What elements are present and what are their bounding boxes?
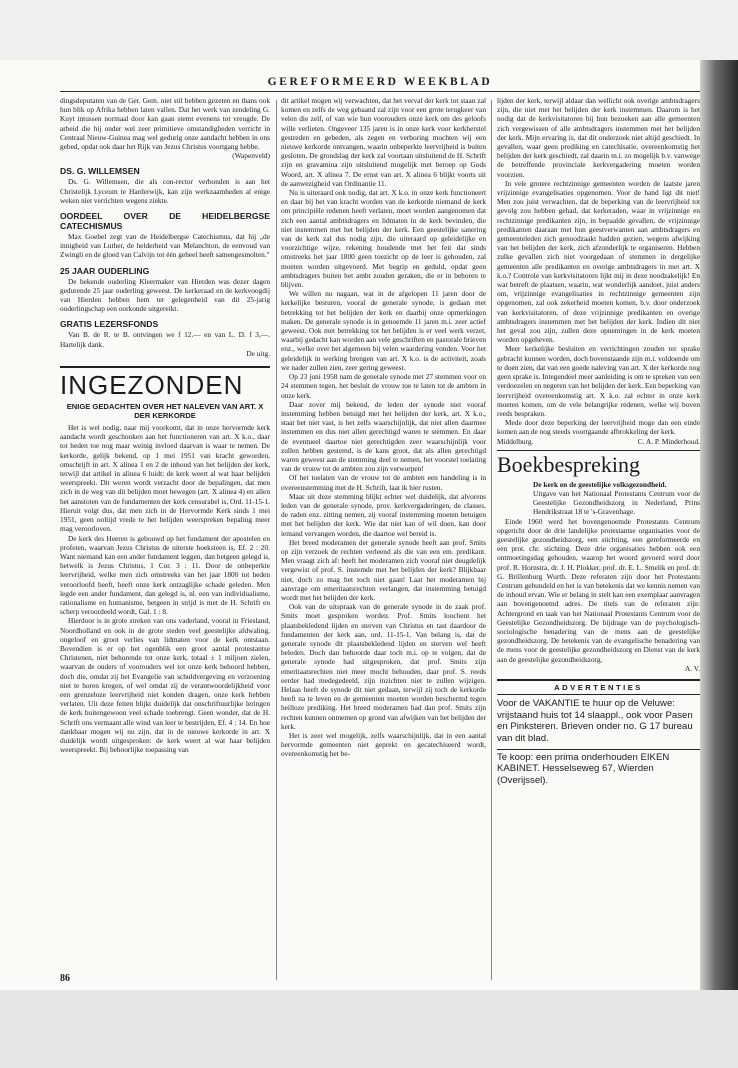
page-number: 86 xyxy=(60,973,70,984)
ingezonden-subheading: ENIGE GEDACHTEN OVER HET NALEVEN VAN ART. X DER KERKORDE xyxy=(66,402,264,421)
article-paragraph: Nu is uiteraard ook nodig, dat art. X k.o. in onze kerk functioneert en daar bij het van kracht worden van de kerkorde niemand de kerk om principiële redenen heeft verlaten, moet worden aangenomen dat zich een aantal ambtsdragers en lidmaten in de kerk bevinden, die niet instemmen met het belijden der kerk. Een geestelijke sanering van de kerk zal dus nodig zijn, die uiteraard op geleidelijke en voorzichtige wijze, rekening houdende met het feit dat sinds omstreeks het jaar 1800 geen toezicht op de leer is gehouden, zal moeten worden uitgevoerd. Met begrip en geduld, opdat geen ambtsdragers buiten het ambt zouden geraken, die er in behoren te blijven. xyxy=(281,188,486,290)
signature-place: Middelburg. xyxy=(497,436,534,446)
article-paragraph: Daar zover mij bekend, de leden der synode niet vooraf instemming hebben betuigd met het belijden der kerk, art. X k.o., staat het niet vast, is het zelfs waarschijnlijk, dat niet allen daarmee instemmen en dus niet allen gerechtigd waren te stemmen. En daar de eventueel daartoe niet gerechtigden zeer waarschijnlijk voor zullen hebben gestemd, is de kans groot, dat als allen gerechtigd waren geweest aan de stemming deel te nemen, het voorstel toelating van de vrouw tot de ambten zou zijn verworpen! xyxy=(281,399,486,474)
boekbespreking-title: Boekbespreking xyxy=(497,450,700,477)
ouderling-text: De bekende ouderling Kleermaker van Hierden was dezer dagen gedurende 25 jaar ouderling geweest. De kerkeraad en de kerkvoogdij van Hierden hebben hem ter gelegenheid van dit 25-jarig ouderlingschap een oorkonde uitgereikt. xyxy=(60,276,270,314)
article-paragraph: In vele grotere rechtzinnige gemeenten worden de laatste jaren vrijzinnige evangelisaties opgenomen. Voor de hand ligt dit niet! Men zou juist verwachten, dat de beperking van de leervrijheid tot gevolg zou hebben gehad, dat kerkeraden, waar in vrijzinnige en rechtzinnige predikanten zijn, in bepaalde gevallen, de vrijzinnige predikanten daaraan met hun geestverwanten aan ambtsdragers en gemeenteleden zich genoodzaakt hadden gezien, wegens afwijking van het belijden der kerk, zich afzonderlijk te organiseren. Hebben zulke gevallen zich niet voorgedaan of stemmen in dergelijke gemeenten alle predikanten en overige ambtsdragers in met art. X k.o.? Controle van kerkvisitatoren lijkt mij in deze noodzakelijk! En wat betreft de plaatsen, waarin, wat wonderlijk aandoet, juist anders om, vrijzinnige evangelisaties in rechtzinnige gemeenten zijn opgenomen, zal ook zekerheid moeten komen, b.v. door onderzoek van kerkvisitatoren, of deze vrijzinnige predikanten en overige ambtsdragers instemmen met het belijden der kerk. Indien dit niet het geval zou zijn, zullen deze opnemingen in de kerk moeten worden opgeheven. xyxy=(497,178,700,345)
article-paragraph: Ook van de uitspraak van de generale synode in de zaak prof. Smits moet gesproken worden. Prof. Smits loochent het plaatsbekledend lijden en sterven van Christus en tast daardoor de fundamenten der kerk aan, ord. 11-15-1. Van belang is, dat de generale synode dit plaatsbekledend lijden en sterven wel heeft beleden. Doch dan behoorde daar toch m.i. op te volgen, dat de generale synode had uitgesproken, dat prof. Smits zijn emeritaatsrechten niet meer mocht behouden, daar prof. S. reeds eerder had medegedeeld, zijn inzichten niet te zullen wijzigen. Helaas heeft de synode dit niet gedaan, terwijl zij toch de kerkorde heeft na te leven en de gemeenten moeten worden beschermd tegen heilloze prediking. Het breed moderamen had dan prof. Smits zijn rechten kunnen ontnemen op grond van afwijken van het belijden der kerk. xyxy=(281,602,486,731)
ingezonden-paragraph: Het is wel nodig, naar mij voorkomt, dat in onze hervormde kerk aandacht wordt geschonken aan het functioneren van art. X k.o., daar tot heden toe nog maar weinig invloed daarvan is waar te nemen. De kerkorde, gelijk bekend, op 1 mei 1951 van kracht geworden, omschrijft in art. X alinea 1 en 2 de inhoud van het belijden der kerk, terwijl dat artikel in alinea 6 luidt: de kerk weert al wat haar belijden weerspreekt. Dit weren wordt verzacht door de bepalingen, dat men zich in de weg van dit belijden moet bewegen (art. X alinea 4) en allen het aanstoten van de fundamenten der kerk censurabel is, Ord. 11-15-1. Hieruit volgt dus, dat men zich in de Hervormde Kerk sinds 1 mei 1951, geen ooltijd vrede te het belijden weerspreken bepaling meer mag veroorloven. xyxy=(60,423,270,534)
intro-paragraph: dingsdeputaten van de Ger. Gem. niet stil hebben gezeten en thans ook hun blik op Afrika hebben laten vallen. Dat het werk van zendeling G. Kuyt intussen normaal door kan gaan stemt evenens tot vreugde. De arbeid die hij onder wel zeer primitieve omstandigheden verricht in Centraal Nieuw-Guinea mag wel gedurig onze aandacht hebben in ons gebed, opdat ook daar het Rijk van Jezus Christus voortgang hebbe. xyxy=(60,96,270,152)
advertenties-heading: ADVERTENTIES xyxy=(497,679,700,695)
article-paragraph: We willen nu nagaan, wat in de afgelopen 11 jaren door de kerkelijke besturen, vooral de generale synode, is gedaan met betrekking tot het belijden der kerk en daarbij onze opmerkingen maken. De generale synode is in genoemde 11 jaren m.i. zeer actief geweest. Ook met betrekking tot het belijden is er veel werk verzet, waarbij gedacht kan worden aan vele geschriften en pastorale brieven enz., welke over het algemeen bij velen waardering vonden. Voor het geleidelijk in werking brengen van art. X k.o. is de activiteit, zoals we nader zullen zien, zeer gering geweest. xyxy=(281,289,486,372)
signature-name: C. A. P. Minderhoud. xyxy=(637,436,700,446)
scan-background-bottom xyxy=(0,990,738,1068)
article-paragraph: Meer kerkelijke besluiten en verrichtingen zouden ter sprake gebracht kunnen worden, doch bovenstaande zijn m.i. voldoende om te doen zien, dat van een goede naleving van art. X der kerkorde nog geen sprake is. Integendeel meer aanleiding is om te spreken van een verdoezelen en negeren van het belijden der kerk. Een beperking van leervrijheid overeenkomstig art. X k.o. zal echter in onze kerk moeten komen, om de vele belangrijke redenen, welke wij boven reeds bespraken. xyxy=(497,344,700,418)
column-divider xyxy=(491,100,492,980)
column-2 xyxy=(281,96,486,986)
article-paragraph: Mede door deze beperking der leervrijheid moge dan een einde komen aan de nog steeds voortgaande afbrokkeling der kerk. xyxy=(497,418,700,437)
oordeel-heading: OORDEEL OVER DE HEIDELBERGSE CATECHISMUS xyxy=(60,211,270,232)
running-title: GEREFORMEERD WEEKBLAD xyxy=(267,76,493,88)
article-paragraph: Maar uit deze stemming blijkt echter wel duidelijk, dat alvorens leden van de generale synode, prov. kerkvergaderingen, de classes, de raden enz. zitting nemen, zij vooraf instemming moeten betuigen met het belijden der kerk. Wie dat niet kan of wil doen, kan door iemand vervangen worden, die daartoe wel bereid is. xyxy=(281,491,486,538)
column-3 xyxy=(497,96,700,986)
article-paragraph: Of het toelaten van de vrouw tot de ambten een handeling is in overeenstemming met de H. Schrift, laat ik hier rusten. xyxy=(281,473,486,492)
oordeel-text: Max Goebel zegt van de Heidelbergse Catechismus, dat hij „de innigheid van Luther, de helderheid van Melanchton, de eenvoud van Zwingli en de gloed van Calvijn tot één geheel heeft samengesmolten." xyxy=(60,232,270,260)
intro-source: (Wapenveld) xyxy=(232,151,270,161)
ingezonden-paragraph: Hierdoor is in grote streken van ons vaderland, vooral in Friesland, Noordholland en ook in de grote steden veel geestelijke afdwaling, ongeloof en groot verlies van lidmaten voor de kerk ontstaan. Bovendien is er op het ogenblik een groot aantal protestantse Christenen, niet behorende tot onze kerk, totaal ± 1 miljoen zielen, waarvan de ouders of voorouders wel tot onze kerk behoord hebben, doch die, omdat zij het Evangelie van schuldvergeving en verzoening niet te horen kregen, of wel omdat zij de verantwoordelijkheid voor een grenzeloze leervrijheid niet konden dragen, onze kerk hebben verlaten. Uit deze feiten blijkt duidelijk dat onschriftuurlijke leringen de kerk buitengewoon veel schade toebrengt. Geen wonder, dat de H. Schrift ons vermaant alle wind van leer te bestrijden, Ef. 4 : 14. En hoe dankbaar mogen wij nu zijn, dat in de nieuwe kerkorde in art. X duidelijk wordt uitgesproken: de kerk weert al wat haar belijden weerspreekt. Bij behoorlijke toepassing van xyxy=(60,616,270,755)
advertisement: Voor de VAKANTIE te huur op de Veluwe: vrijstaand huis tot 14 slaappl., ook voor Pasen en Pinksteren. Brieven onder no. G 17 bureau van dit blad. xyxy=(497,698,693,744)
article-paragraph: dit artikel mogen wij verwachten, dat het verval der kerk tot staan zal komen en zelfs de weg gebaand zal zijn voor een grote terugkeer van velen die zelf, of van wie hun voorouders onze kerk om des geloofs wille verlieten. Ongeveer 135 jaren is in onze kerk voor kerkherstel gestreden en gebeden, als zegen en verboring mochten wij een nieuwe kerkorde ontvangen, waarin onbeperkte leervrijheid is buiten gesloten. De grondslag der kerk zal voortaan uitsluitend de H. Schrift zijn en gravamina zijn uitsluitend mogelijk met beroep op Gods Woord, art. X alinea 7. De ernst van art. X alinea 6 blijkt voorts uit de aanwezigheid van Ordinantie 11. xyxy=(281,96,486,188)
ouderling-heading: 25 JAAR OUDERLING xyxy=(60,265,150,276)
column-1 xyxy=(60,96,270,986)
book-binding-shadow xyxy=(700,60,738,990)
header-rule xyxy=(60,91,700,92)
willemsen-text: Ds. G. Willemsen, die als con-rector verbonden is aan het Christelijk Lyceum te Harderwijk, kan zijn werkzaamheden al enige weken niet verrichten wegens ziekte. xyxy=(60,177,270,205)
book-title: De kerk en de geestelijke volksgezondheid. xyxy=(533,479,667,489)
lezersfonds-text: Van B. de R. te B. ontvingen we f 12.— en van L. D. f 3,—. Hartelijk dank. xyxy=(60,330,270,349)
ingezonden-title: INGEZONDEN xyxy=(60,366,270,399)
article-paragraph: lijden der kerk, terwijl aldaar dan wellicht ook overige ambtsdragers zijn, die niet met het belijden der kerk instemmen. Daarom is het nodig dat de kerkvisitatoren bij hun bezoeken aan alle gemeenten zich vergewissen of alle ambtsdragers instemmen met het belijden der kerk. Mijn ervaring is, dat dit onderzoek niet altijd geschiedt. In gevallen, waar geen prediking en catechisatie, overeenkomstig het belijden der kerk geschiedt, zal daarin m.i. zo mogelijk b.v. vanwege de betreffende provinciale kerkvergadering moeten worden voorzien. xyxy=(497,96,700,179)
scan-background-top xyxy=(0,0,738,60)
ingezonden-paragraph: De kerk des Heeren is gebouwd op het fundament der apostelen en profeten, waarvan Jezus Christus de uiterste hoeksteen is, Ef. 2 : 20. Want niemand kan een ander fundament leggen, dan hetgeen gelegd is, hetwelk is Jezus Christus, 1 Cor. 3 : 11. Door de onbeperkte leervrijheid, welke men zich omstreeks van het jaar 1800 tot heden veroorloofd heeft, heeft onze kerk ontzaglijke schade geleden. Men legde een ander fundament, dan gelegd is, nl. een van individualisme, rationalisme en humanisme, hetgeen in strijd is met de H. Schrift en scherp veroordeeld wordt, Gal. 1 : 8. xyxy=(60,533,270,617)
ad-divider xyxy=(497,749,700,750)
article-paragraph: Op 23 juni 1958 nam de generale synode met 27 stemmen voor en 24 stemmen tegen, het besluit de vrouw toe te laten tot de ambten in onze kerk. xyxy=(281,372,486,400)
lezersfonds-heading: GRATIS LEZERSFONDS xyxy=(60,319,159,330)
article-paragraph: Het breed moderamen der generale synode heeft aan prof. Smits op zijn verzoek de rechten verleend als die van een em. predikant. Men vraagt zich af: heeft het moderamen zich vooraf niet deugdelijk vergewist of prof. S. instemde met het belijden der kerk? Blijkbaar niet, doch zo mag het toch niet gaan! Laat het moderamen bij aanvrage om emeritaatsrechten verlangen, dat instemming betuigd wordt met het belijden der kerk. xyxy=(281,537,486,602)
advertisement: Te koop: een prima onderhouden EIKEN KABINET. Hesselseweg 67, Wierden (Overijssel). xyxy=(497,751,670,786)
column-divider xyxy=(276,100,277,980)
willemsen-heading: DS. G. WILLEMSEN xyxy=(60,166,140,177)
lezersfonds-sign: De uitg. xyxy=(246,348,270,358)
article-signature xyxy=(497,437,700,446)
book-review-sign: A. V. xyxy=(684,663,700,673)
book-review-text: Einde 1960 werd het bovengenoemde Protestants Centrum opgericht door de drie landelijke protestantse organisaties voor de geestelijke gezondheidszorg, een stichting, een gereformeerde en een prot. chr. stichting. Deze drie organisaties hebben ook een ontmoetingsdag gehouden, waarop het woord gevoerd werd door prof. R. Hornstra, dr. J. H. Plokker, prof. dr. E. L. Smelik en prof. dr. G. Brillenburg Wurth. Deze referaten zijn door het Protestants Centrum gebundeld en het is van betekenis dat we kennis nemen van de inhoud ervan. Wie er belang in stelt kan een exemplaar aanvragen aan bovengenoemd adres. De titels van de referaten zijn: Achtergrond en taak van het Nationaal Protestants Centrum voor de Geestelijke Gezondheidszorg. De bijdrage van de psychologisch-sociologische benadering van de mens aan de geestelijke gezondheidszorg. De betekenis van de evangelische benadering van de mens voor de geestelijke gezondheidszorg en Dienst van de kerk aan de geestelijke gezondheidszorg. xyxy=(497,516,700,664)
book-publisher: Uitgave van het Nationaal Protestants Centrum voor de Geestelijke Gezondheidszorg in Nederland, Prins Hendrikstraat 18 te 's-Gravenhage. xyxy=(533,488,700,517)
article-paragraph: Het is zeer wel mogelijk, zelfs waarschijnlijk, dat in een aantal hervormde gemeenten niet geprekt en gecatechiseerd wordt, overeenkomstig het be- xyxy=(281,731,486,759)
